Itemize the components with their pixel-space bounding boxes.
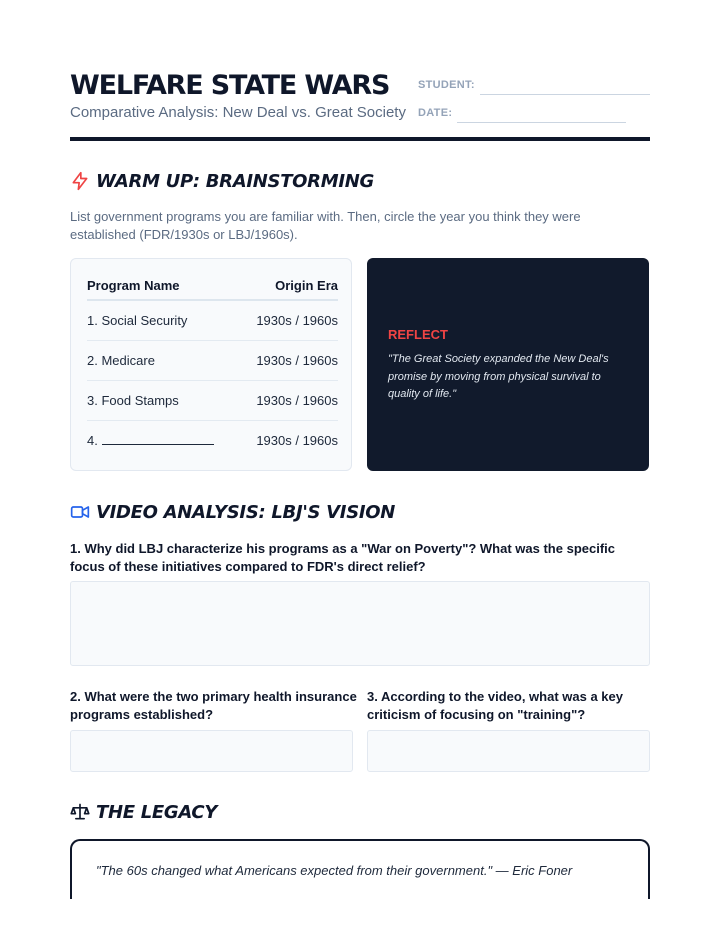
- video-heading: [70, 499, 395, 525]
- question-3: 3. According to the video, what was a key criticism of focusing on "training"?: [367, 689, 623, 722]
- program-name: 3. Food Stamps: [87, 393, 179, 408]
- origin-era[interactable]: 1930s / 1960s: [256, 393, 338, 408]
- table-header: [87, 271, 338, 301]
- question-2: 2. What were the two primary health insurance programs established?: [70, 689, 357, 722]
- answer-box-1[interactable]: [70, 581, 650, 666]
- page-title: WELFARE STATE WARS: [70, 70, 390, 101]
- date-label: DATE:: [418, 107, 453, 119]
- reflect-label: REFLECT: [388, 327, 448, 342]
- reflect-quote: "The Great Society expanded the New Deal's promise by moving from physical survival to quality of life.": [388, 353, 609, 400]
- column-header-program: Program Name: [87, 277, 180, 293]
- program-number: 4.: [87, 433, 98, 448]
- table-row: [87, 301, 338, 341]
- student-field[interactable]: [480, 94, 650, 95]
- question-1: 1. Why did LBJ characterize his programs as a "War on Poverty"? What was the specific focus of these initiatives compared to FDR's direct relief?: [70, 541, 615, 574]
- table-row: [87, 421, 338, 460]
- program-name: 1. Social Security: [87, 313, 188, 328]
- legacy-quote-box: [70, 839, 650, 899]
- scales-icon: [70, 802, 90, 822]
- student-label: STUDENT:: [418, 79, 475, 91]
- origin-era[interactable]: 1930s / 1960s: [256, 353, 338, 368]
- column-header-era: Origin Era: [275, 277, 338, 293]
- legacy-quote: "The 60s changed what Americans expected from their government." — Eric Foner: [96, 863, 573, 878]
- warmup-heading: [70, 168, 374, 194]
- answer-box-2[interactable]: [70, 730, 353, 772]
- program-name-blank-row: [87, 433, 214, 448]
- warmup-title: WARM UP: BRAINSTORMING: [96, 170, 374, 192]
- origin-era[interactable]: 1930s / 1960s: [256, 433, 338, 448]
- legacy-title: THE LEGACY: [96, 801, 218, 823]
- program-table-card: [70, 258, 352, 471]
- program-table: [87, 271, 338, 460]
- reflect-card: [367, 258, 649, 471]
- origin-era[interactable]: 1930s / 1960s: [256, 313, 338, 328]
- video-title: VIDEO ANALYSIS: LBJ'S VISION: [96, 501, 396, 523]
- legacy-heading: [70, 799, 217, 825]
- table-row: [87, 381, 338, 421]
- header-divider: [70, 137, 650, 141]
- date-field[interactable]: [457, 122, 626, 123]
- answer-box-3[interactable]: [367, 730, 650, 772]
- lightning-icon: [70, 171, 90, 191]
- table-row: [87, 341, 338, 381]
- video-camera-icon: [70, 502, 90, 522]
- warmup-instructions: List government programs you are familiar with. Then, circle the year you think they were established (FDR/1930s or LBJ/1960s).: [70, 209, 581, 242]
- program-name-blank[interactable]: [102, 433, 214, 445]
- program-name: 2. Medicare: [87, 353, 155, 368]
- page-subtitle: Comparative Analysis: New Deal vs. Great Society: [70, 104, 406, 121]
